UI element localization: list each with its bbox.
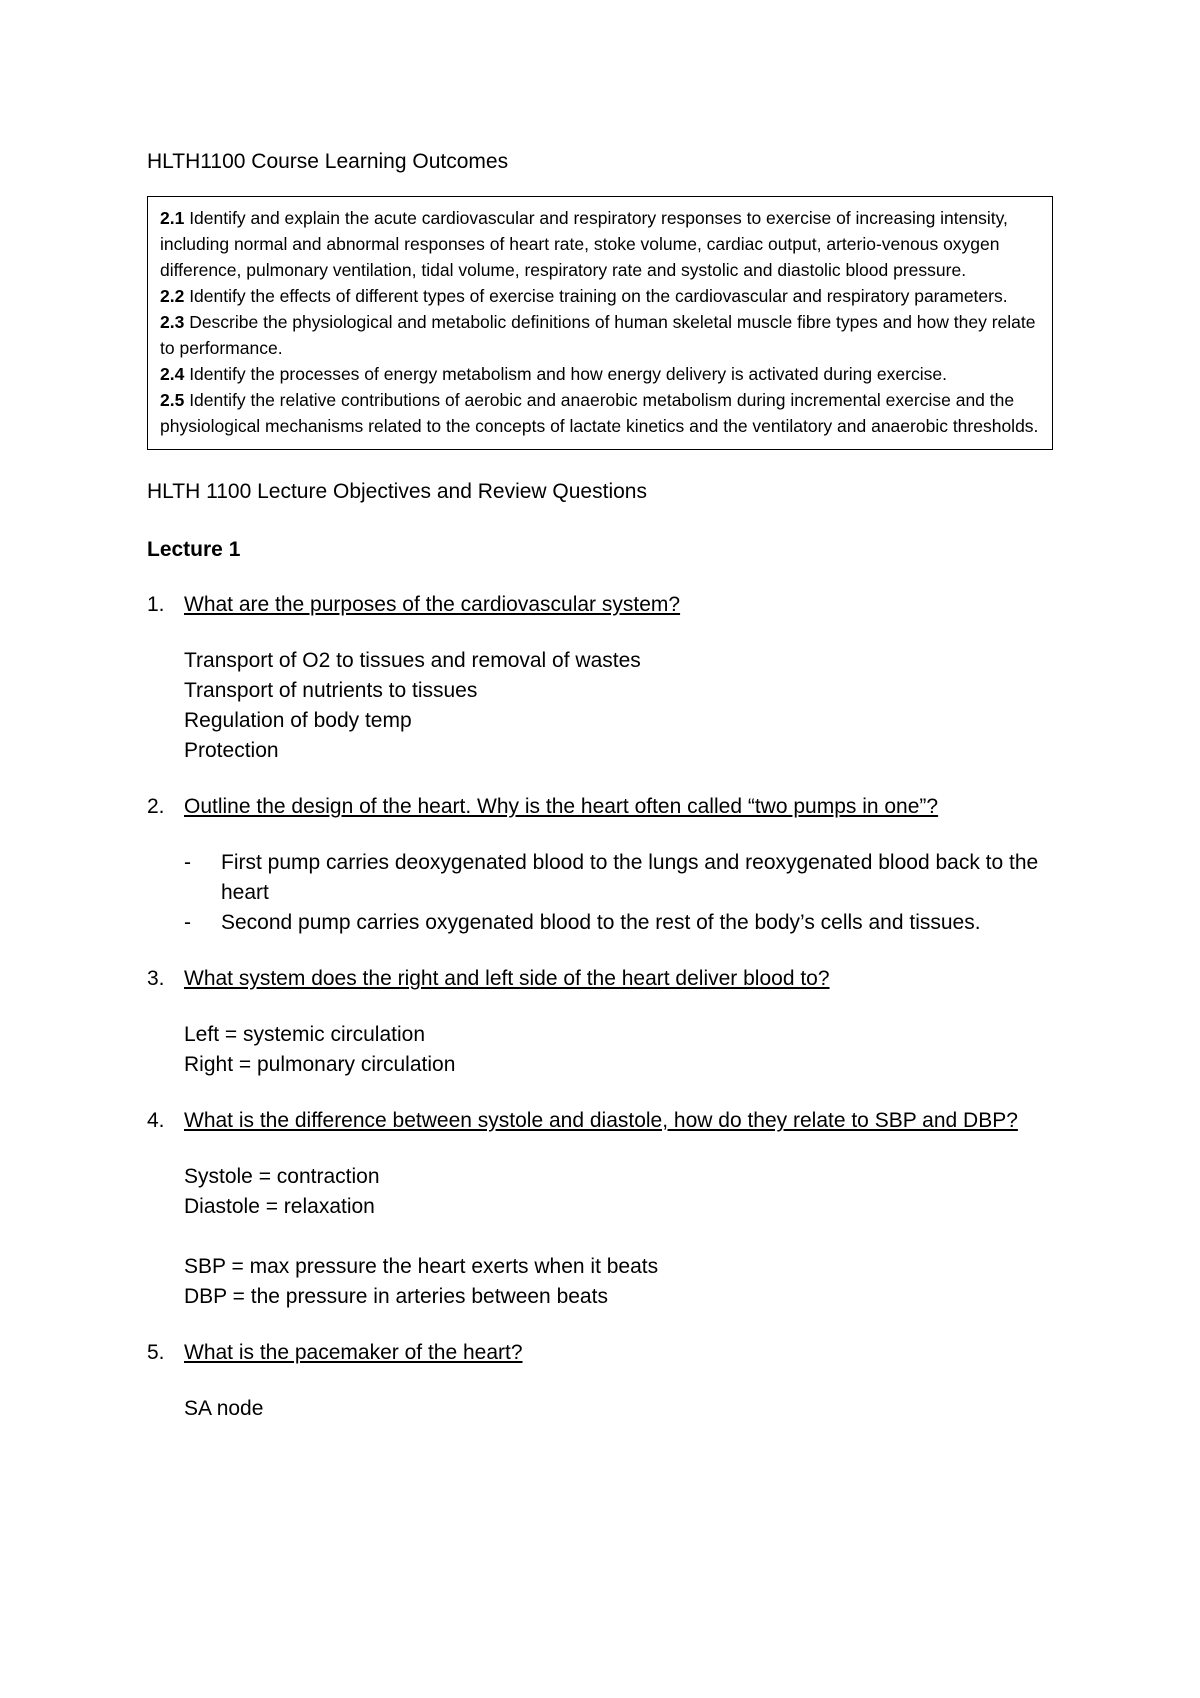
answer-line: Systole = contraction (184, 1165, 380, 1188)
question-number: 2. (147, 795, 165, 818)
outcome-item: 2.2 Identify the effects of different types of exercise training on the cardiovascular and respiratory parameters. (160, 286, 1008, 306)
answer-line: Diastole = relaxation (184, 1195, 375, 1218)
question-text: What system does the right and left side of the heart deliver blood to? (184, 967, 830, 990)
answer-line: Regulation of body temp (184, 709, 412, 732)
answer-line: Transport of O2 to tissues and removal of wastes (184, 649, 641, 672)
answer-4 (184, 1162, 1200, 1312)
answer-1 (184, 646, 1200, 766)
answer-line: DBP = the pressure in arteries between beats (184, 1285, 608, 1308)
bullet-text: Second pump carries oxygenated blood to the rest of the body’s cells and tissues. (221, 911, 981, 934)
outcome-item: 2.3 Describe the physiological and metabolic definitions of human skeletal muscle fibre types and how they relate to performance. (160, 312, 1036, 358)
question-text: Outline the design of the heart. Why is the heart often called “two pumps in one”? (184, 795, 939, 818)
bullet-text: First pump carries deoxygenated blood to the lungs and reoxygenated blood back to the heart (221, 851, 1039, 904)
lecture-title: Lecture 1 (147, 538, 241, 561)
answer-line: Transport of nutrients to tissues (184, 679, 478, 702)
answer-line: Protection (184, 739, 279, 762)
outcome-item: 2.4 Identify the processes of energy metabolism and how energy delivery is activated during exercise. (160, 364, 947, 384)
bullet-item (184, 848, 1064, 908)
spacer (184, 1222, 1200, 1252)
question-text: What are the purposes of the cardiovascular system? (184, 593, 681, 616)
question-number: 4. (147, 1109, 165, 1132)
objectives-title: HLTH 1100 Lecture Objectives and Review Questions (147, 480, 647, 503)
outcome-item: 2.1 Identify and explain the acute cardiovascular and respiratory responses to exercise of increasing intensity, including normal and abnormal responses of heart rate, stoke volume, cardiac output, arterio-venous oxygen difference, pulmonary ventilation, tidal volume, respiratory rate and systolic and diastolic blood pressure. (160, 208, 1008, 280)
question-number: 3. (147, 967, 165, 990)
question-4 (147, 1106, 1200, 1136)
answer-line: Right = pulmonary circulation (184, 1053, 456, 1076)
answer-line: SA node (184, 1397, 264, 1420)
answer-line: Left = systemic circulation (184, 1023, 426, 1046)
question-number: 1. (147, 593, 165, 616)
outcome-item: 2.5 Identify the relative contributions of aerobic and anaerobic metabolism during incremental exercise and the physiological mechanisms related to the concepts of lactate kinetics and the ventilatory and anaerobic thresholds. (160, 390, 1039, 436)
question-3 (147, 964, 1200, 994)
question-text: What is the pacemaker of the heart? (184, 1341, 523, 1364)
question-2 (147, 792, 1200, 822)
answer-2 (184, 848, 1200, 938)
bullet-marker: - (184, 851, 191, 874)
answer-line: SBP = max pressure the heart exerts when it beats (184, 1255, 659, 1278)
question-1 (147, 590, 1200, 620)
answer-5 (184, 1394, 1200, 1424)
question-5 (147, 1338, 1200, 1368)
answer-3 (184, 1020, 1200, 1080)
question-text: What is the difference between systole and diastole, how do they relate to SBP and DBP? (184, 1109, 1018, 1132)
course-outcomes-title: HLTH1100 Course Learning Outcomes (147, 150, 509, 173)
outcomes-box (147, 196, 1053, 450)
question-number: 5. (147, 1341, 165, 1364)
bullet-marker: - (184, 911, 191, 934)
bullet-item (184, 908, 1064, 938)
